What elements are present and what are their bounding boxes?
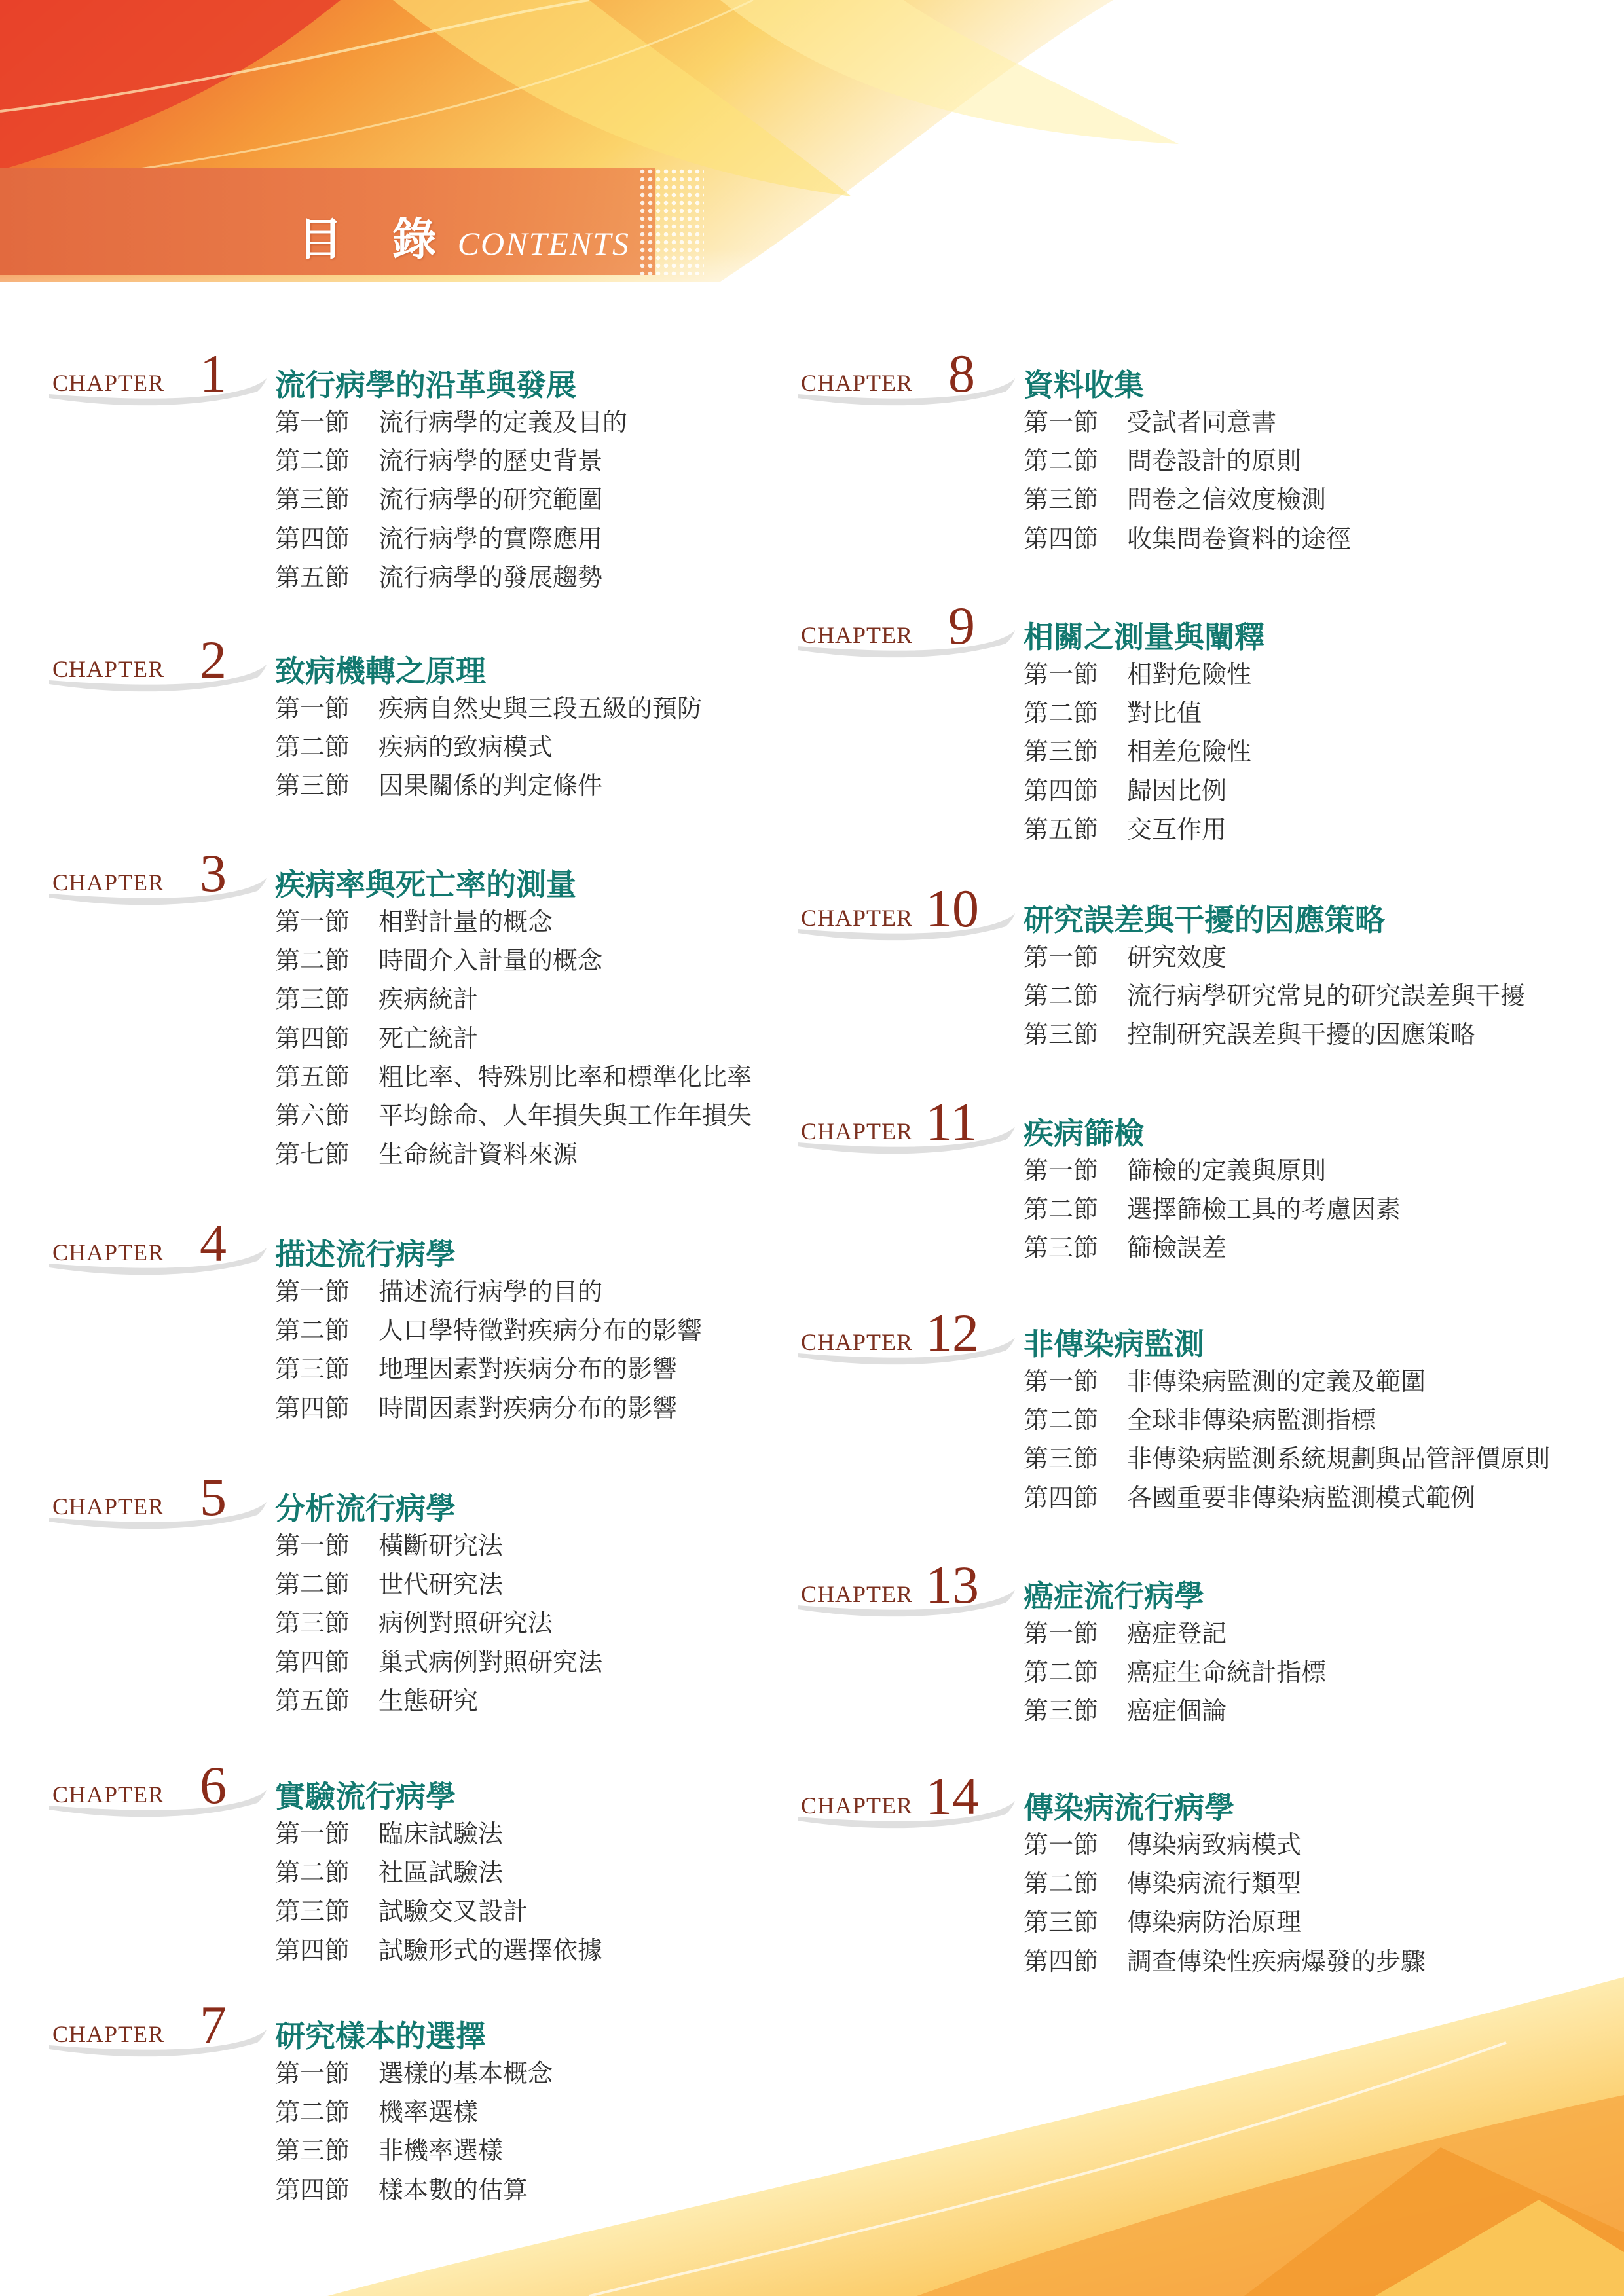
section-label: 第一節 xyxy=(275,1819,350,1849)
section-list xyxy=(275,1270,702,1425)
section-label: 第一節 xyxy=(1024,1156,1099,1186)
section-list xyxy=(275,401,627,594)
section-label: 第二節 xyxy=(1024,446,1099,476)
section-item[interactable] xyxy=(1024,691,1251,730)
chapter-number: 7 xyxy=(200,1995,227,2054)
section-item[interactable] xyxy=(1024,439,1351,478)
section-item[interactable] xyxy=(1024,1226,1401,1265)
section-item[interactable] xyxy=(275,1641,602,1679)
section-item[interactable] xyxy=(1024,1437,1550,1476)
section-item[interactable] xyxy=(275,1387,702,1425)
section-item[interactable] xyxy=(1024,1689,1326,1728)
section-item[interactable] xyxy=(275,1524,602,1563)
section-title: 傳染病致病模式 xyxy=(1127,1831,1302,1860)
chapter-title[interactable]: 相關之測量與闡釋 xyxy=(1024,619,1264,655)
section-label: 第三節 xyxy=(275,1355,350,1384)
section-label: 第一節 xyxy=(1024,1619,1099,1649)
section-item[interactable] xyxy=(1024,653,1251,691)
section-title: 描述流行病學的目的 xyxy=(378,1277,603,1307)
chapter-number: 4 xyxy=(200,1213,227,1273)
section-title: 因果關係的判定條件 xyxy=(378,771,603,801)
section-item[interactable] xyxy=(275,517,627,556)
section-item[interactable] xyxy=(275,1563,602,1601)
section-title: 樣本數的估算 xyxy=(378,2175,528,2204)
section-title: 各國重要非傳染病監測模式範例 xyxy=(1127,1483,1476,1512)
section-title: 流行病學的實際應用 xyxy=(378,524,603,553)
section-title: 歸因比例 xyxy=(1127,776,1227,805)
section-item[interactable] xyxy=(1024,1940,1426,1978)
chapter-number: 1 xyxy=(200,344,227,403)
section-item[interactable] xyxy=(275,1094,752,1133)
chapter-label: CHAPTER xyxy=(801,622,913,648)
section-label: 第二節 xyxy=(1024,981,1099,1011)
section-title: 全球非傳染病監測指標 xyxy=(1127,1406,1376,1435)
section-list xyxy=(1024,936,1525,1052)
section-title: 流行病學的歷史背景 xyxy=(378,446,603,476)
section-title: 問卷之信效度檢測 xyxy=(1127,485,1327,515)
chapter-number: 2 xyxy=(200,630,227,689)
chapter-title[interactable]: 實驗流行病學 xyxy=(275,1779,456,1814)
section-list xyxy=(275,687,702,803)
section-title: 收集問卷資料的途徑 xyxy=(1127,524,1352,553)
chapter-label: CHAPTER xyxy=(52,1781,165,1808)
section-title: 對比值 xyxy=(1127,699,1202,728)
section-item[interactable] xyxy=(1024,1476,1550,1515)
chapter-label: CHAPTER xyxy=(52,370,165,396)
section-item[interactable] xyxy=(275,1270,702,1309)
chapter-title[interactable]: 研究樣本的選擇 xyxy=(275,2018,486,2054)
chapter-number: 8 xyxy=(948,344,975,403)
section-label: 第四節 xyxy=(275,524,350,553)
section-label: 第四節 xyxy=(275,1935,350,1965)
section-item[interactable] xyxy=(275,2052,553,2090)
section-item[interactable] xyxy=(1024,1612,1326,1650)
section-label: 第二節 xyxy=(1024,699,1099,728)
section-item[interactable] xyxy=(1024,1862,1426,1901)
section-title: 相差危險性 xyxy=(1127,737,1252,767)
chapter-label: CHAPTER xyxy=(52,656,165,682)
section-label: 第一節 xyxy=(1024,943,1099,972)
section-list xyxy=(275,2052,553,2207)
section-title: 流行病學的發展趨勢 xyxy=(378,562,603,592)
section-item[interactable] xyxy=(1024,401,1351,439)
section-label: 第三節 xyxy=(1024,1020,1099,1049)
section-label: 第四節 xyxy=(1024,524,1099,553)
section-list xyxy=(275,1812,602,1967)
section-label: 第二節 xyxy=(1024,1406,1099,1435)
section-item[interactable] xyxy=(275,1929,602,1967)
section-item[interactable] xyxy=(275,900,752,939)
chapter-label: CHAPTER xyxy=(801,1118,913,1144)
section-title: 篩檢誤差 xyxy=(1127,1233,1227,1263)
section-title: 受試者同意書 xyxy=(1127,408,1277,437)
section-label: 第五節 xyxy=(1024,814,1099,844)
section-item[interactable] xyxy=(1024,1901,1426,1939)
section-title: 巢式病例對照研究法 xyxy=(378,1647,603,1677)
section-label: 第二節 xyxy=(1024,1658,1099,1687)
section-item[interactable] xyxy=(275,439,627,478)
section-item[interactable] xyxy=(1024,1823,1426,1862)
chapter-title[interactable]: 分析流行病學 xyxy=(275,1491,456,1526)
section-label: 第二節 xyxy=(1024,1869,1099,1899)
section-label: 第一節 xyxy=(275,1531,350,1561)
section-title: 病例對照研究法 xyxy=(378,1609,553,1638)
chapter-label: CHAPTER xyxy=(801,1793,913,1819)
section-item[interactable] xyxy=(275,977,752,1016)
chapter-number: 10 xyxy=(925,879,979,938)
chapter-title[interactable]: 非傳染病監測 xyxy=(1024,1326,1204,1362)
chapter-label: CHAPTER xyxy=(801,1329,913,1355)
section-item[interactable] xyxy=(275,1133,752,1171)
chapter-title[interactable]: 描述流行病學 xyxy=(275,1237,456,1272)
section-title: 非機率選樣 xyxy=(378,2136,504,2166)
section-label: 第四節 xyxy=(275,2175,350,2204)
section-label: 第五節 xyxy=(275,1062,350,1091)
section-item[interactable] xyxy=(1024,769,1251,808)
section-title: 相對計量的概念 xyxy=(378,907,553,937)
section-item[interactable] xyxy=(1024,974,1525,1013)
section-item[interactable] xyxy=(275,478,627,517)
section-item[interactable] xyxy=(275,725,702,764)
section-title: 交互作用 xyxy=(1127,814,1227,844)
section-item[interactable] xyxy=(275,1017,752,1055)
section-item[interactable] xyxy=(275,687,702,725)
chapter-label: CHAPTER xyxy=(52,869,165,896)
section-item[interactable] xyxy=(275,2090,553,2129)
section-title: 時間介入計量的概念 xyxy=(378,946,603,975)
chapter-number: 13 xyxy=(925,1555,979,1614)
chapter-number: 11 xyxy=(925,1092,977,1152)
chapter-label: CHAPTER xyxy=(52,1239,165,1266)
section-item[interactable] xyxy=(1024,1013,1525,1051)
section-item[interactable] xyxy=(275,1851,602,1889)
chapter-title[interactable]: 研究誤差與干擾的因應策略 xyxy=(1024,902,1385,938)
section-label: 第一節 xyxy=(275,694,350,723)
section-title: 癌症登記 xyxy=(1127,1619,1227,1649)
chapter-label: CHAPTER xyxy=(801,1581,913,1607)
section-title: 流行病學研究常見的研究誤差與干擾 xyxy=(1127,981,1526,1011)
header-dot-pattern xyxy=(638,168,704,275)
section-list xyxy=(275,1524,602,1718)
section-title: 癌症生命統計指標 xyxy=(1127,1658,1327,1687)
title-chinese: 目 錄 xyxy=(298,214,454,266)
section-list xyxy=(1024,1149,1401,1266)
section-title: 疾病自然史與三段五級的預防 xyxy=(378,694,703,723)
chapter-label: CHAPTER xyxy=(801,905,913,931)
section-title: 傳染病流行類型 xyxy=(1127,1869,1302,1899)
section-item[interactable] xyxy=(1024,1360,1550,1398)
section-title: 傳染病防治原理 xyxy=(1127,1908,1302,1937)
section-title: 人口學特徵對疾病分布的影響 xyxy=(378,1316,703,1345)
section-label: 第五節 xyxy=(275,1686,350,1715)
section-list xyxy=(1024,653,1251,847)
chapter-title[interactable]: 疾病篩檢 xyxy=(1024,1116,1144,1151)
section-label: 第三節 xyxy=(275,1609,350,1638)
section-label: 第六節 xyxy=(275,1101,350,1131)
section-title: 流行病學的研究範圍 xyxy=(378,485,603,515)
section-label: 第七節 xyxy=(275,1140,350,1169)
section-title: 時間因素對疾病分布的影響 xyxy=(378,1393,678,1423)
section-item[interactable] xyxy=(1024,808,1251,847)
section-title: 世代研究法 xyxy=(378,1570,504,1599)
section-title: 疾病的致病模式 xyxy=(378,733,553,762)
section-item[interactable] xyxy=(1024,1398,1550,1437)
section-label: 第三節 xyxy=(1024,1908,1099,1937)
section-item[interactable] xyxy=(275,1679,602,1718)
section-item[interactable] xyxy=(275,939,752,977)
section-title: 相對危險性 xyxy=(1127,660,1252,689)
section-title: 試驗形式的選擇依據 xyxy=(378,1935,603,1965)
section-title: 控制研究誤差與干擾的因應策略 xyxy=(1127,1020,1476,1049)
chapter-number: 14 xyxy=(925,1766,979,1826)
page-title xyxy=(298,204,630,270)
section-title: 試驗交叉設計 xyxy=(378,1897,528,1926)
section-title: 癌症個論 xyxy=(1127,1696,1227,1726)
section-label: 第三節 xyxy=(275,1897,350,1926)
section-label: 第四節 xyxy=(1024,1946,1099,1976)
section-item[interactable] xyxy=(1024,1149,1401,1188)
section-list xyxy=(275,900,752,1171)
section-label: 第二節 xyxy=(1024,1195,1099,1224)
section-item[interactable] xyxy=(275,1055,752,1094)
section-title: 調查傳染性疾病爆發的步驟 xyxy=(1127,1946,1426,1976)
section-title: 平均餘命、人年損失與工作年損失 xyxy=(378,1101,752,1131)
section-item[interactable] xyxy=(1024,1650,1326,1689)
section-item[interactable] xyxy=(1024,478,1351,517)
section-label: 第二節 xyxy=(275,446,350,476)
section-label: 第三節 xyxy=(275,2136,350,2166)
section-title: 社區試驗法 xyxy=(378,1858,504,1887)
section-label: 第一節 xyxy=(1024,408,1099,437)
section-title: 選擇篩檢工具的考慮因素 xyxy=(1127,1195,1401,1224)
chapter-number: 6 xyxy=(200,1755,227,1815)
section-item[interactable] xyxy=(275,1889,602,1928)
chapter-number: 9 xyxy=(948,596,975,655)
chapter-title[interactable]: 傳染病流行病學 xyxy=(1024,1790,1234,1825)
section-title: 臨床試驗法 xyxy=(378,1819,504,1849)
section-label: 第一節 xyxy=(275,2059,350,2088)
section-label: 第三節 xyxy=(1024,1233,1099,1263)
section-item[interactable] xyxy=(275,401,627,439)
chapter-title[interactable]: 致病機轉之原理 xyxy=(275,653,486,689)
section-item[interactable] xyxy=(275,2129,553,2168)
section-label: 第二節 xyxy=(275,1316,350,1345)
section-label: 第一節 xyxy=(1024,660,1099,689)
section-label: 第三節 xyxy=(275,771,350,801)
section-label: 第一節 xyxy=(1024,1831,1099,1860)
section-title: 死亡統計 xyxy=(378,1023,479,1053)
decorative-banner-bottom xyxy=(0,1951,1624,2296)
section-label: 第四節 xyxy=(275,1393,350,1423)
chapter-title[interactable]: 癌症流行病學 xyxy=(1024,1578,1204,1614)
section-list xyxy=(1024,401,1351,556)
section-title: 非傳染病監測系統規劃與品管評價原則 xyxy=(1127,1444,1551,1474)
section-item[interactable] xyxy=(275,1601,602,1640)
section-label: 第四節 xyxy=(1024,1483,1099,1512)
section-title: 粗比率、特殊別比率和標準化比率 xyxy=(378,1062,752,1091)
section-title: 非傳染病監測的定義及範圍 xyxy=(1127,1367,1426,1396)
section-label: 第二節 xyxy=(275,1570,350,1599)
section-label: 第四節 xyxy=(1024,776,1099,805)
section-title: 流行病學的定義及目的 xyxy=(378,408,628,437)
section-item[interactable] xyxy=(1024,936,1525,974)
section-title: 問卷設計的原則 xyxy=(1127,446,1302,476)
section-title: 橫斷研究法 xyxy=(378,1531,504,1561)
section-item[interactable] xyxy=(1024,730,1251,769)
section-label: 第三節 xyxy=(1024,485,1099,515)
section-label: 第三節 xyxy=(1024,1444,1099,1474)
section-item[interactable] xyxy=(1024,1188,1401,1226)
section-item[interactable] xyxy=(1024,517,1351,556)
section-title: 篩檢的定義與原則 xyxy=(1127,1156,1327,1186)
section-title: 生命統計資料來源 xyxy=(378,1140,578,1169)
section-item[interactable] xyxy=(275,1812,602,1851)
chapter-label: CHAPTER xyxy=(801,370,913,396)
chapter-number: 3 xyxy=(200,843,227,903)
section-title: 機率選樣 xyxy=(378,2098,479,2127)
chapter-title[interactable]: 資料收集 xyxy=(1024,367,1144,403)
section-item[interactable] xyxy=(275,2168,553,2207)
section-label: 第四節 xyxy=(275,1023,350,1053)
section-title: 選樣的基本概念 xyxy=(378,2059,553,2088)
section-label: 第二節 xyxy=(275,733,350,762)
section-title: 疾病統計 xyxy=(378,985,479,1014)
section-label: 第五節 xyxy=(275,562,350,592)
section-label: 第三節 xyxy=(275,985,350,1014)
chapter-label: CHAPTER xyxy=(52,2021,165,2047)
chapter-title[interactable]: 流行病學的沿革與發展 xyxy=(275,367,576,403)
section-item[interactable] xyxy=(275,1309,702,1347)
section-item[interactable] xyxy=(275,1347,702,1386)
chapter-number: 5 xyxy=(200,1467,227,1527)
section-label: 第一節 xyxy=(1024,1367,1099,1396)
section-title: 研究效度 xyxy=(1127,943,1227,972)
section-label: 第二節 xyxy=(275,946,350,975)
section-title: 生態研究 xyxy=(378,1686,479,1715)
section-label: 第四節 xyxy=(275,1647,350,1677)
section-list xyxy=(1024,1823,1426,1978)
title-english: CONTENTS xyxy=(457,225,631,262)
section-label: 第二節 xyxy=(275,1858,350,1887)
section-label: 第一節 xyxy=(275,1277,350,1307)
chapter-label: CHAPTER xyxy=(52,1493,165,1520)
section-title: 地理因素對疾病分布的影響 xyxy=(378,1355,678,1384)
section-label: 第三節 xyxy=(1024,1696,1099,1726)
chapter-number: 12 xyxy=(925,1303,979,1362)
section-item[interactable] xyxy=(275,764,702,803)
section-label: 第一節 xyxy=(275,408,350,437)
section-label: 第二節 xyxy=(275,2098,350,2127)
section-list xyxy=(1024,1612,1326,1728)
section-item[interactable] xyxy=(275,556,627,594)
section-label: 第三節 xyxy=(1024,737,1099,767)
section-label: 第一節 xyxy=(275,907,350,937)
chapter-title[interactable]: 疾病率與死亡率的測量 xyxy=(275,867,576,902)
section-list xyxy=(1024,1360,1550,1515)
section-label: 第三節 xyxy=(275,485,350,515)
